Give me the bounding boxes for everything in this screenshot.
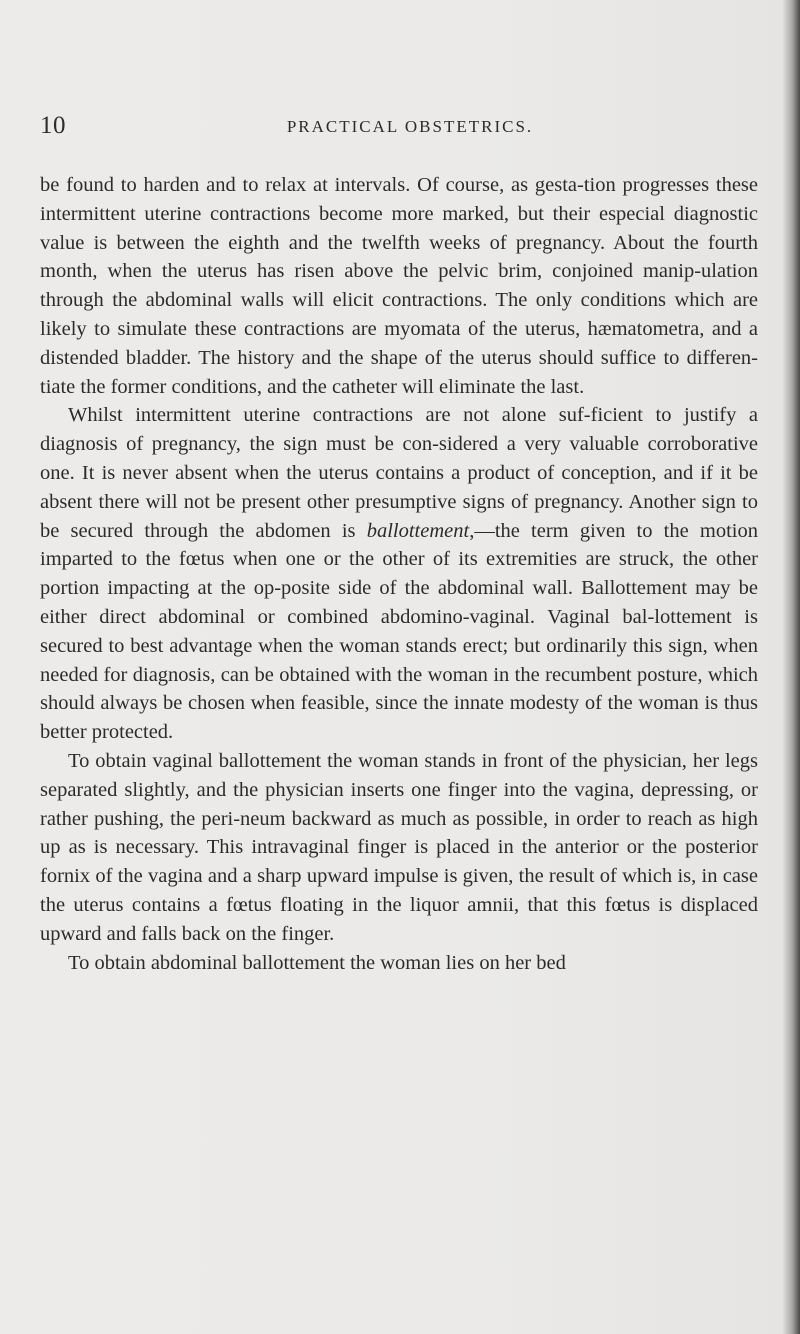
- running-head: PRACTICAL OBSTETRICS.: [286, 117, 534, 136]
- page-number: 10: [40, 112, 66, 139]
- paragraph-3-text: To obtain vaginal ballottement the woman stands in front of the physician, her legs separated slightly, and the physician inserts one finger into the vagina, depressing, or rather pushing, the peri-neum backward as much as possible, in order to reach as high up as is necessary. This intravaginal finger is placed in the anterior or the posterior fornix of the vagina and a sharp upward impulse is given, the result of which is, in case the uterus contains a fœtus floating in the liquor amnii, that this fœtus is displaced upward and falls back on the finger.: [40, 749, 758, 945]
- paragraph-2-text-a: Whilst intermittent uterine contractions are not alone suf-ficient to justify a diagnosis of pregnancy, the sign must be con-sidered a very valuable corroborative one. It is never absent when the uterus contains a product of conception, and if it be absent there will not be present other presumptive signs of pregnancy. Another sign to be secured through the abdomen is: [40, 404, 758, 542]
- paragraph-2-text-b: ,—the term given to the motion imparted to the fœtus when one or the other of its extremities are struck, the other portion impacting at the op-posite side of the abdominal wall. Ballottement may be either direct abdominal or combined abdomino-vaginal. Vaginal bal-lottement is secured to best advantage when the woman stands erect; but ordinarily this sign, when needed for diagnosis, can be obtained with the woman in the recumbent posture, which should always be chosen when feasible, since the innate modesty of the woman is thus better protected.: [40, 519, 758, 744]
- page-header: [40, 100, 760, 140]
- paragraph-2: [40, 401, 758, 747]
- body-text: [40, 171, 758, 977]
- ballottement-term: ballottement: [366, 519, 470, 542]
- paragraph-4-text: To obtain abdominal ballottement the woman lies on her bed: [68, 951, 566, 974]
- paragraph-4: [40, 949, 758, 978]
- paragraph-1-text: be found to harden and to relax at intervals. Of course, as gesta-tion progresses these intermittent uterine contractions become more marked, but their especial diagnostic value is between the eighth and the twelfth weeks of pregnancy. About the fourth month, when the uterus has risen above the pelvic brim, conjoined manip-ulation through the abdominal walls will elicit contractions. The only conditions which are likely to simulate these contractions are myomata of the uterus, hæmatometra, and a distended bladder. The history and the shape of the uterus should suffice to differen-tiate the former conditions, and the catheter will eliminate the last.: [40, 174, 758, 398]
- paragraph-3: [40, 747, 758, 949]
- paragraph-1: [40, 171, 758, 401]
- binding-shadow: [782, 0, 800, 1334]
